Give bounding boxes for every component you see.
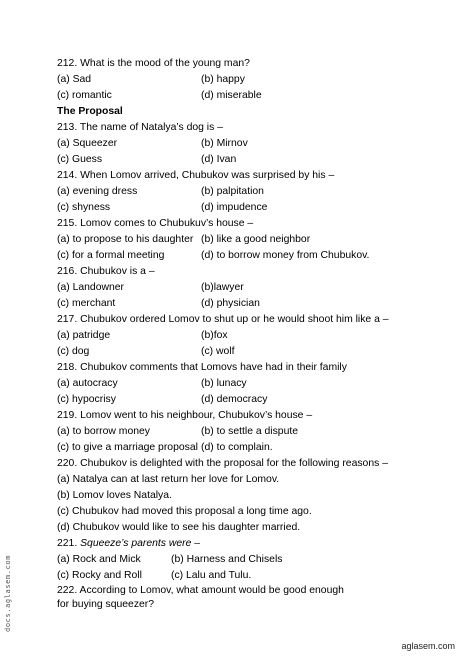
option-a: (a) patridge (57, 330, 111, 341)
question-212: 212. What is the mood of the young man? (57, 58, 250, 69)
side-watermark: docs.aglasem.com (4, 554, 12, 632)
options-row (57, 553, 454, 566)
option-c: (c) to give a marriage proposal (57, 442, 198, 453)
option-b: (b) Harness and Chisels (171, 554, 283, 565)
option-c: (c) for a formal meeting (57, 250, 165, 261)
option-a: (a) to propose to his daughter (57, 234, 194, 245)
option-d: (c) wolf (201, 346, 235, 357)
options-row (57, 297, 454, 310)
options-row (57, 137, 454, 150)
options-row (57, 201, 454, 214)
question-217: 217. Chubukov ordered Lomov to shut up or he would shoot him like a – (57, 314, 389, 325)
section-heading: The Proposal (57, 106, 123, 117)
options-row (57, 329, 454, 342)
footer-link[interactable]: aglasem.com (401, 641, 455, 651)
option-a: (a) autocracy (57, 378, 118, 389)
option-c: (c) Rocky and Roll (57, 570, 142, 581)
option-c: (c) Guess (57, 154, 103, 165)
option-b: (b)fox (201, 330, 228, 341)
option-a: (a) Landowner (57, 282, 125, 293)
option-b: (b) lunacy (201, 378, 247, 389)
option-b: (b) to settle a dispute (201, 426, 299, 437)
option-d: (d) to borrow money from Chubukov. (201, 250, 370, 261)
option-a: (a) evening dress (57, 186, 138, 197)
question-216: 216. Chubukov is a – (57, 266, 155, 277)
options-row (57, 425, 454, 438)
option-b: (b) palpitation (201, 186, 264, 197)
option-a: (a) Squeezer (57, 138, 118, 149)
option-b: (b) Mirnov (201, 138, 248, 149)
options-row (57, 569, 454, 582)
question-220: 220. Chubukov is delighted with the proposal for the following reasons – (57, 458, 388, 469)
options-row (57, 281, 454, 294)
question-219: 219. Lomov went to his neighbour, Chubukov’s house – (57, 410, 313, 421)
option-a: (a) Sad (57, 74, 92, 85)
option-d: (d) to complain. (201, 442, 273, 453)
option-c: (c) dog (57, 346, 90, 357)
option-d: (c) Lalu and Tulu. (171, 570, 252, 581)
option-c: (c) merchant (57, 298, 116, 309)
option-c: (c) Chubukov had moved this proposal a long time ago. (57, 506, 312, 517)
option-c: (c) shyness (57, 202, 111, 213)
option-a: (a) Natalya can at last return her love for Lomov. (57, 474, 280, 485)
option-d: (d) democracy (201, 394, 268, 405)
options-row (57, 393, 454, 406)
option-a: (a) to borrow money (57, 426, 150, 437)
question-215: 215. Lomov comes to Chubukuv’s house – (57, 218, 254, 229)
question-213: 213. The name of Natalya’s dog is – (57, 122, 223, 133)
option-d: (d) impudence (201, 202, 268, 213)
options-row (57, 233, 454, 246)
option-b: (b) happy (201, 74, 245, 85)
question-number: 221. (57, 538, 78, 549)
option-d: (d) miserable (201, 90, 262, 101)
options-row (57, 153, 454, 166)
option-d: (d) Chubukov would like to see his daughter married. (57, 522, 301, 533)
option-c: (c) hypocrisy (57, 394, 116, 405)
options-row (57, 249, 454, 262)
question-222: 222. According to Lomov, what amount would be good enough for buying squeezer? (57, 585, 344, 610)
options-row (57, 377, 454, 390)
options-row (57, 441, 454, 454)
option-b: (b) like a good neighbor (201, 234, 311, 245)
question-218: 218. Chubukov comments that Lomovs have had in their family (57, 362, 347, 373)
option-b: (b) Lomov loves Natalya. (57, 490, 172, 501)
option-a: (a) Rock and Mick (57, 554, 141, 565)
options-row (57, 89, 454, 102)
question-214: 214. When Lomov arrived, Chubukov was surprised by his – (57, 170, 335, 181)
option-d: (d) physician (201, 298, 260, 309)
option-c: (c) romantic (57, 90, 112, 101)
question-text: Squeeze’s parents were – (80, 538, 201, 549)
option-b: (b)lawyer (201, 282, 244, 293)
option-d: (d) Ivan (201, 154, 237, 165)
options-row (57, 345, 454, 358)
options-row (57, 73, 454, 86)
options-row (57, 185, 454, 198)
question-221 (57, 537, 454, 550)
